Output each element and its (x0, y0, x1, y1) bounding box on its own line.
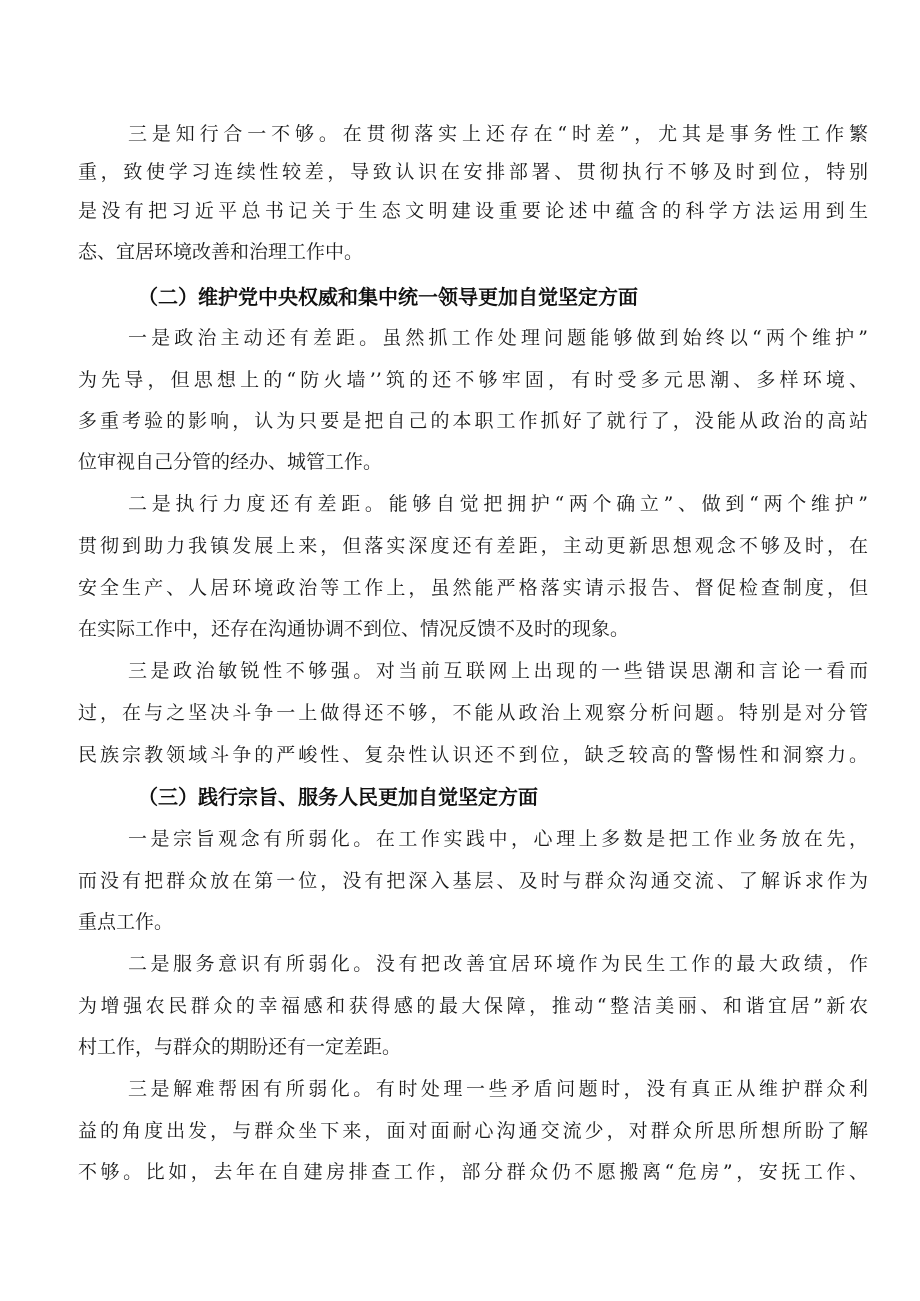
paragraph-4-line-1: 三是政治敏锐性不够强。对当前互联网上出现的一些错误思潮和言论一看而 (128, 660, 868, 682)
paragraph-2-line-3: 多重考验的影响，认为只要是把自己的本职工作抓好了就行了，没能从政治的高站 (78, 410, 868, 432)
paragraph-6-line-1: 二是服务意识有所弱化。没有把改善宜居环境作为民生工作的最大政绩，作 (128, 953, 868, 975)
paragraph-1-line-1: 三是知行合一不够。在贯彻落实上还存在“时差”，尤其是事务性工作繁 (128, 123, 868, 145)
paragraph-1-line-4: 态、宜居环境改善和治理工作中。 (78, 241, 364, 263)
paragraph-3-line-1: 二是执行力度还有差距。能够自觉把拥护“两个确立”、做到“两个维护” (128, 493, 868, 515)
paragraph-2-line-2: 为先导，但思想上的“防火墙’’筑的还不够牢固，有时受多元思潮、多样环境、 (78, 369, 868, 391)
paragraph-3-line-4: 在实际工作中，还存在沟通协调不到位、情况反馈不及时的现象。 (78, 618, 630, 640)
paragraph-2-line-1: 一是政治主动还有差距。虽然抓工作处理问题能够做到始终以“两个维护” (128, 327, 868, 349)
section-heading-3: （三）践行宗旨、服务人民更加自觉坚定方面 (138, 785, 538, 809)
paragraph-6-line-2: 为增强农民群众的幸福感和获得感的最大保障，推动“整洁美丽、和谐宜居”新农 (78, 995, 868, 1017)
paragraph-7-line-1: 三是解难帮困有所弱化。有时处理一些矛盾问题时，没有真正从维护群众利 (128, 1078, 868, 1100)
paragraph-1-line-2: 重，致使学习连续性较差，导致认识在安排部署、贯彻执行不够及时到位，特别 (78, 161, 868, 183)
paragraph-6-line-3: 村工作，与群众的期盼还有一定差距。 (78, 1036, 402, 1058)
paragraph-5-line-3: 重点工作。 (78, 911, 174, 933)
section-heading-2: （二）维护党中央权威和集中统一领导更加自觉坚定方面 (138, 285, 638, 309)
paragraph-2-line-4: 位审视自己分管的经办、城管工作。 (78, 451, 383, 473)
paragraph-4-line-2: 过，在与之坚决斗争一上做得还不够，不能从政治上观察分析问题。特别是对分管 (78, 702, 868, 724)
paragraph-7-line-2: 益的角度出发，与群众坐下来，面对面耐心沟通交流少，对群众所思所想所盼了解 (78, 1120, 868, 1142)
paragraph-4-line-3: 民族宗教领域斗争的严峻性、复杂性认识还不到位，缺乏较高的警惕性和洞察力。 (78, 744, 868, 766)
paragraph-3-line-3: 安全生产、人居环境政治等工作上，虽然能严格落实请示报告、督促检查制度，但 (78, 577, 868, 599)
paragraph-7-line-3: 不够。比如，去年在自建房排查工作，部分群众仍不愿搬离“危房”，安抚工作、 (78, 1161, 868, 1183)
paragraph-5-line-2: 而没有把群众放在第一位，没有把深入基层、及时与群众沟通交流、了解诉求作为 (78, 870, 868, 892)
paragraph-5-line-1: 一是宗旨观念有所弱化。在工作实践中，心理上多数是把工作业务放在先， (128, 828, 868, 850)
paragraph-3-line-2: 贯彻到助力我镇发展上来，但落实深度还有差距，主动更新思想观念不够及时，在 (78, 535, 868, 557)
paragraph-1-line-3: 是没有把习近平总书记关于生态文明建设重要论述中蕴含的科学方法运用到生 (78, 200, 868, 222)
